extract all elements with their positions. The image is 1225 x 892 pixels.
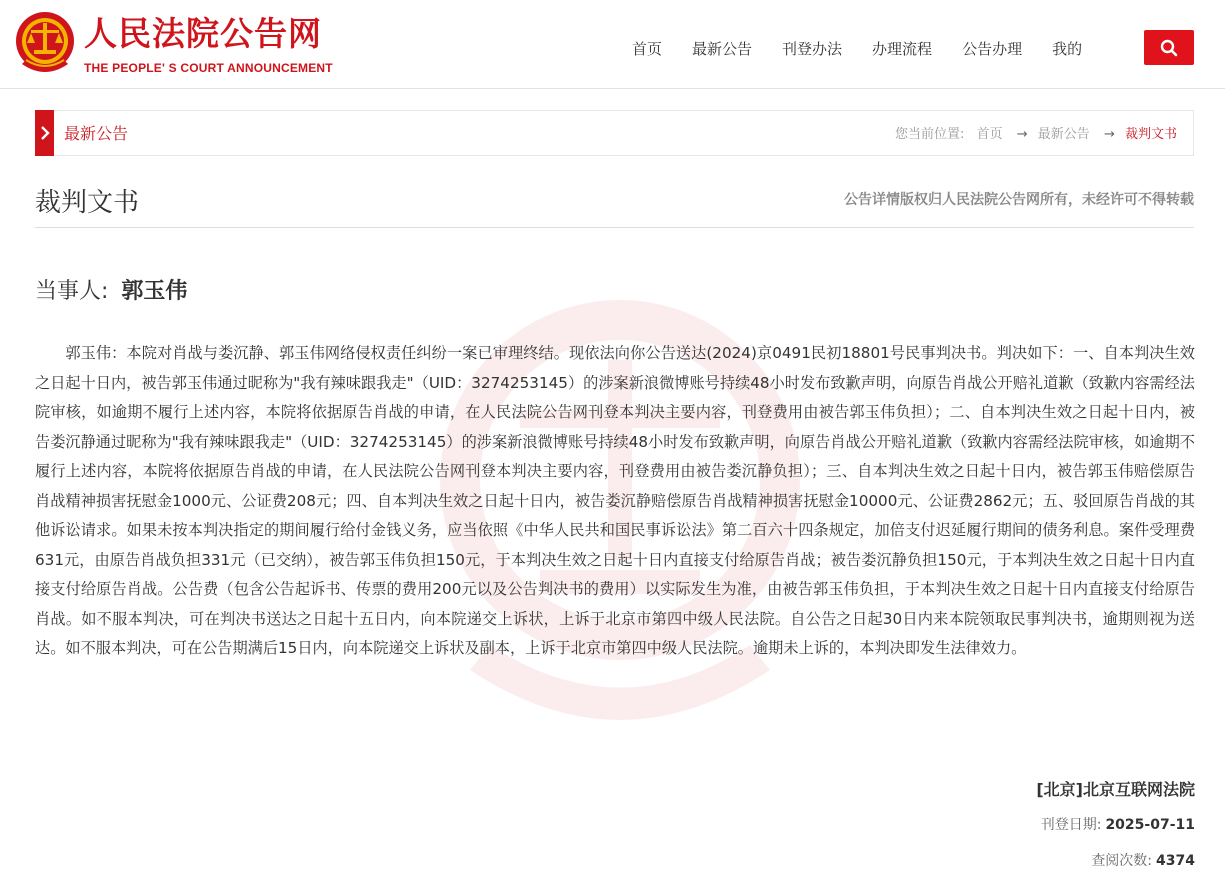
view-count-label: 查阅次数: (1091, 853, 1153, 869)
nav-publish-method[interactable]: 刊登办法 (782, 40, 843, 58)
breadcrumb (895, 126, 1177, 144)
nav-latest[interactable]: 最新公告 (692, 40, 753, 58)
copyright-note: 公告详情版权归人民法院公告网所有，未经许可不得转载 (844, 192, 1194, 208)
court-name: [北京]北京互联网法院 (1036, 780, 1195, 799)
publish-date-label: 刊登日期: (1040, 817, 1102, 833)
nav-process[interactable]: 办理流程 (872, 40, 933, 58)
nav-home[interactable]: 首页 (632, 40, 663, 58)
page-title: 裁判文书 (35, 188, 140, 218)
breadcrumb-current: 裁判文书 (1124, 127, 1177, 142)
section-title: 最新公告 (64, 124, 129, 143)
breadcrumb-latest[interactable]: 最新公告 (1037, 127, 1090, 142)
section-marker (35, 110, 54, 156)
party-line (35, 276, 187, 308)
publish-date-value: 2025-07-11 (1105, 817, 1195, 833)
nav-mine[interactable]: 我的 (1052, 40, 1083, 58)
site-name-en[interactable]: THE PEOPLE' S COURT ANNOUNCEMENT (84, 61, 333, 75)
site-name-cn[interactable]: 人民法院公告网 (84, 14, 322, 53)
breadcrumb-separator: → (1103, 127, 1115, 142)
search-button[interactable] (1144, 30, 1194, 65)
title-row (35, 170, 1194, 228)
breadcrumb-bar (35, 110, 1194, 156)
view-count (1091, 850, 1195, 872)
breadcrumb-separator: → (1016, 127, 1028, 142)
chevron-right-icon (40, 125, 50, 141)
breadcrumb-home[interactable]: 首页 (976, 127, 1003, 142)
search-icon (1160, 39, 1178, 57)
main-nav (632, 37, 1112, 61)
announcement-body: 郭玉伟：本院对肖战与娄沉静、郭玉伟网络侵权责任纠纷一案已审理终结。现依法向你公告送达(2024)京0491民初18801号民事判决书。判决如下：一、自本判决生效之日起十日内，被告郭玉伟通过昵称为"我有辣味跟我走"（UID：3274253145）的涉案新浪微博账号持续48小时发布致歉声明，向原告肖战公开赔礼道歉（致歉内容需经法院审核，如逾期不履行上述内容，本院将依据原告肖战的申请，在人民法院公告网刊登本判决主要内容，刊登费用由被告郭玉伟负担）；二、自本判决生效之日起十日内，被告娄沉静通过昵称为"我有辣味跟我走"（UID：3274253145）的涉案新浪微博账号持续48小时发布致歉声明，向原告肖战公开赔礼道歉（致歉内容需经法院审核，如逾期不履行上述内容，本院将依据原告肖战的申请，在人民法院公告网刊登本判决主要内容，刊登费用由被告娄沉静负担）；三、自本判决生效之日起十日内，被告郭玉伟赔偿原告肖战精神损害抚慰金1000元、公证费208元；四、自本判决生效之日起十日内，被告娄沉静赔偿原告肖战精神损害抚慰金10000元、公证费2862元；五、驳回原告肖战的其他诉讼请求。如果未按本判决指定的期间履行给付金钱义务，应当依照《中华人民共和国民事诉讼法》第二百六十四条规定，加倍支付迟延履行期间的债务利息。案件受理费631元，由原告肖战负担331元（已交纳），被告郭玉伟负担150元，于本判决生效之日起十日内直接支付给原告肖战；被告娄沉静负担150元，于本判决生效之日起十日内直接支付给原告肖战。公告费（包含公告起诉书、传票的费用200元以及公告判决书的费用）以实际发生为准，由被告郭玉伟负担，于本判决生效之日起十日内直接支付给原告肖战。如不服本判决，可在判决书送达之日起十五日内，向本院递交上诉状，上诉于北京市第四中级人民法院。自公告之日起30日内来本院领取民事判决书，逾期则视为送达。如不服本判决，可在公告期满后15日内，向本院递交上诉状及副本，上诉于北京市第四中级人民法院。逾期未上诉的，本判决即发生法律效力。 (35, 344, 1195, 657)
view-count-value: 4374 (1156, 853, 1195, 869)
party-name: 郭玉伟 (121, 279, 188, 304)
nav-handle[interactable]: 公告办理 (962, 40, 1023, 58)
breadcrumb-prefix: 您当前位置: (895, 127, 965, 142)
party-label: 当事人: (35, 279, 109, 304)
court-emblem-icon[interactable] (14, 10, 76, 78)
site-header (0, 0, 1225, 89)
publish-date (1041, 814, 1195, 836)
